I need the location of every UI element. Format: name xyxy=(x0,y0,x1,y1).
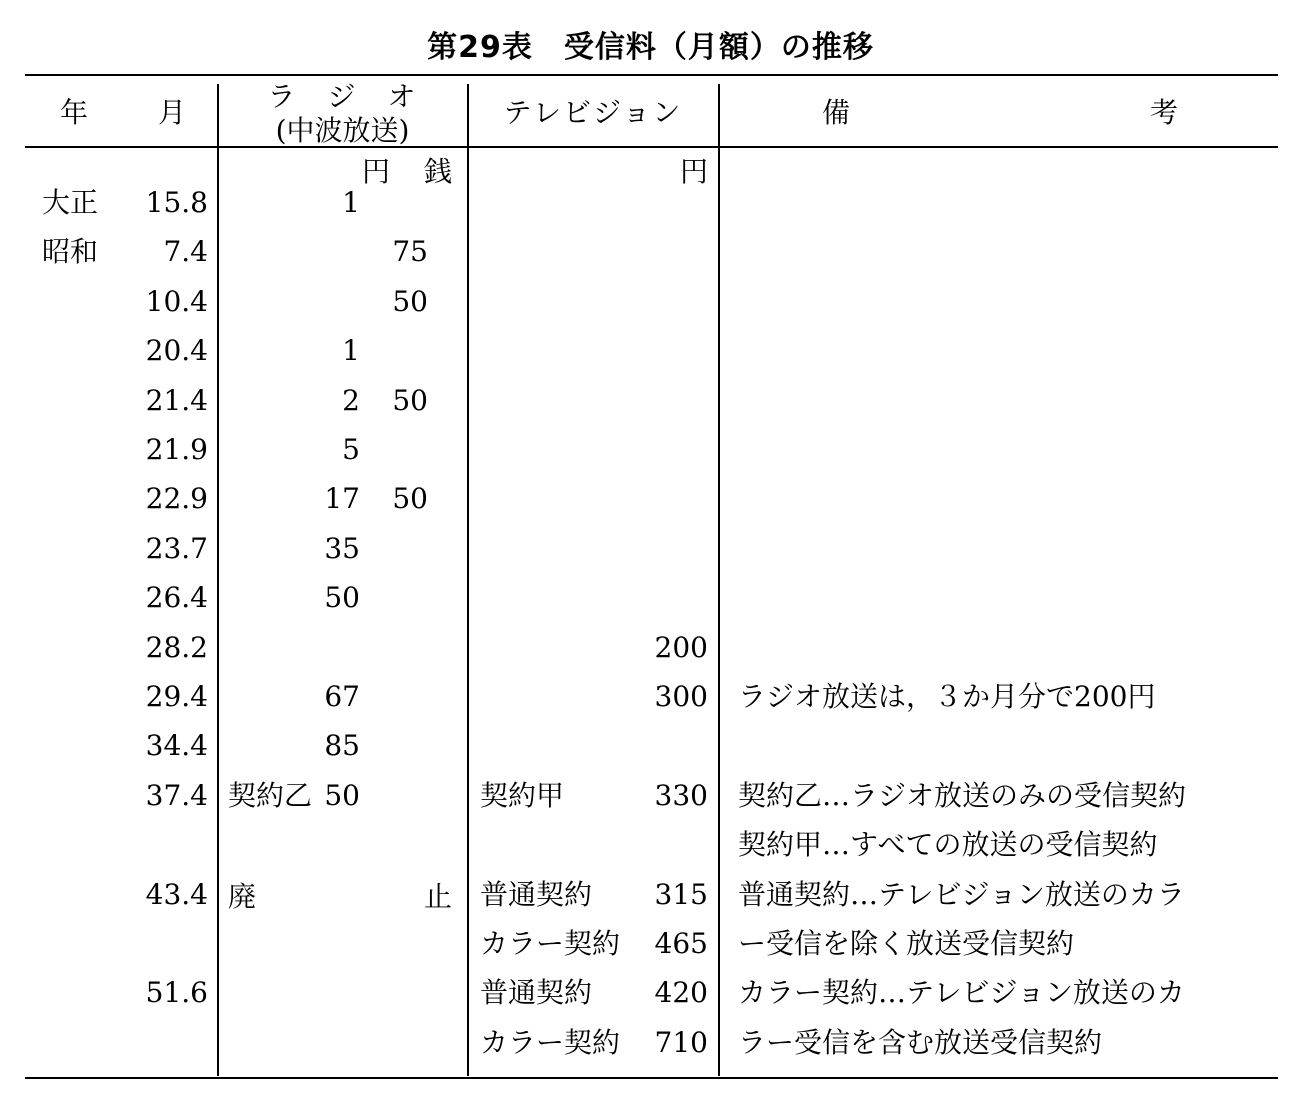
header-remarks-2: 考 xyxy=(1150,96,1179,129)
cell-date: 22.9 xyxy=(145,482,208,515)
header-radio-line2: (中波放送) xyxy=(275,114,410,147)
cell-remark: ラー受信を含む放送受信契約 xyxy=(738,1026,1103,1059)
cell-radio-yen: 67 xyxy=(324,680,360,713)
unit-yen: 円 xyxy=(362,155,391,188)
header-radio-line1: ラ ジ オ xyxy=(267,80,418,113)
cell-radio-sen: 50 xyxy=(392,285,428,318)
cell-remark: 契約乙…ラジオ放送のみの受信契約 xyxy=(738,779,1187,812)
cell-remark: ラジオ放送は，３か月分で200円 xyxy=(738,680,1156,713)
header-remarks-1: 備 xyxy=(822,96,851,129)
radio-abolished-right: 止 xyxy=(424,880,453,913)
unit-tv-yen: 円 xyxy=(680,155,709,188)
cell-date: 43.4 xyxy=(145,878,208,911)
cell-tv-label: カラー契約 xyxy=(480,927,621,960)
column-divider-radio xyxy=(467,84,469,1076)
cell-radio-yen: 1 xyxy=(342,334,360,367)
header-tv: テレビジョン xyxy=(503,96,683,129)
cell-radio-yen: 2 xyxy=(342,384,360,417)
cell-tv-label: 契約甲 xyxy=(480,779,565,812)
cell-radio-sen: 50 xyxy=(392,384,428,417)
cell-tv-value: 710 xyxy=(654,1026,708,1059)
cell-date: 29.4 xyxy=(145,680,208,713)
cell-remark: 普通契約…テレビジョン放送のカラ xyxy=(738,878,1185,911)
header-month: 月 xyxy=(158,96,187,129)
cell-date: 20.4 xyxy=(145,334,208,367)
era-taisho: 大正 xyxy=(42,186,99,219)
header-year: 年 xyxy=(60,96,89,129)
cell-date: 37.4 xyxy=(145,779,208,812)
cell-radio-sen: 75 xyxy=(392,235,428,268)
cell-tv-value: 315 xyxy=(654,878,708,911)
cell-tv-value: 300 xyxy=(654,680,708,713)
cell-radio-yen: 35 xyxy=(324,532,360,565)
cell-remark: ー受信を除く放送受信契約 xyxy=(738,927,1075,960)
header-rule xyxy=(25,146,1278,148)
cell-remark: カラー契約…テレビジョン放送のカ xyxy=(738,976,1185,1009)
cell-radio-yen: 50 xyxy=(324,779,360,812)
cell-tv-value: 465 xyxy=(654,927,708,960)
cell-date: 23.7 xyxy=(145,532,208,565)
table-title: 第29表 受信料（月額）の推移 xyxy=(427,30,874,65)
cell-date: 51.6 xyxy=(145,976,208,1009)
cell-tv-value: 200 xyxy=(654,631,708,664)
column-divider-date xyxy=(217,84,219,1076)
cell-date: 10.4 xyxy=(145,285,208,318)
unit-sen: 銭 xyxy=(424,155,453,188)
cell-tv-value: 330 xyxy=(654,779,708,812)
cell-radio-label: 契約乙 xyxy=(228,779,313,812)
cell-date: 15.8 xyxy=(145,186,208,219)
bottom-rule xyxy=(25,1077,1278,1079)
cell-date: 28.2 xyxy=(145,631,208,664)
column-divider-tv xyxy=(718,84,720,1076)
cell-radio-yen: 50 xyxy=(324,581,360,614)
cell-radio-yen: 1 xyxy=(342,186,360,219)
era-showa: 昭和 xyxy=(42,235,99,268)
cell-radio-yen: 85 xyxy=(324,729,360,762)
radio-abolished-left: 廃 xyxy=(228,880,257,913)
cell-tv-label: 普通契約 xyxy=(480,976,593,1009)
cell-date: 7.4 xyxy=(163,235,208,268)
cell-date: 26.4 xyxy=(145,581,208,614)
cell-radio-sen: 50 xyxy=(392,482,428,515)
cell-date: 21.9 xyxy=(145,433,208,466)
cell-date: 21.4 xyxy=(145,384,208,417)
cell-date: 34.4 xyxy=(145,729,208,762)
cell-remark: 契約甲…すべての放送の受信契約 xyxy=(738,828,1158,861)
cell-tv-value: 420 xyxy=(654,976,708,1009)
cell-radio-yen: 17 xyxy=(324,482,360,515)
cell-tv-label: 普通契約 xyxy=(480,878,593,911)
top-rule xyxy=(25,74,1278,76)
cell-radio-yen: 5 xyxy=(342,433,360,466)
cell-tv-label: カラー契約 xyxy=(480,1026,621,1059)
